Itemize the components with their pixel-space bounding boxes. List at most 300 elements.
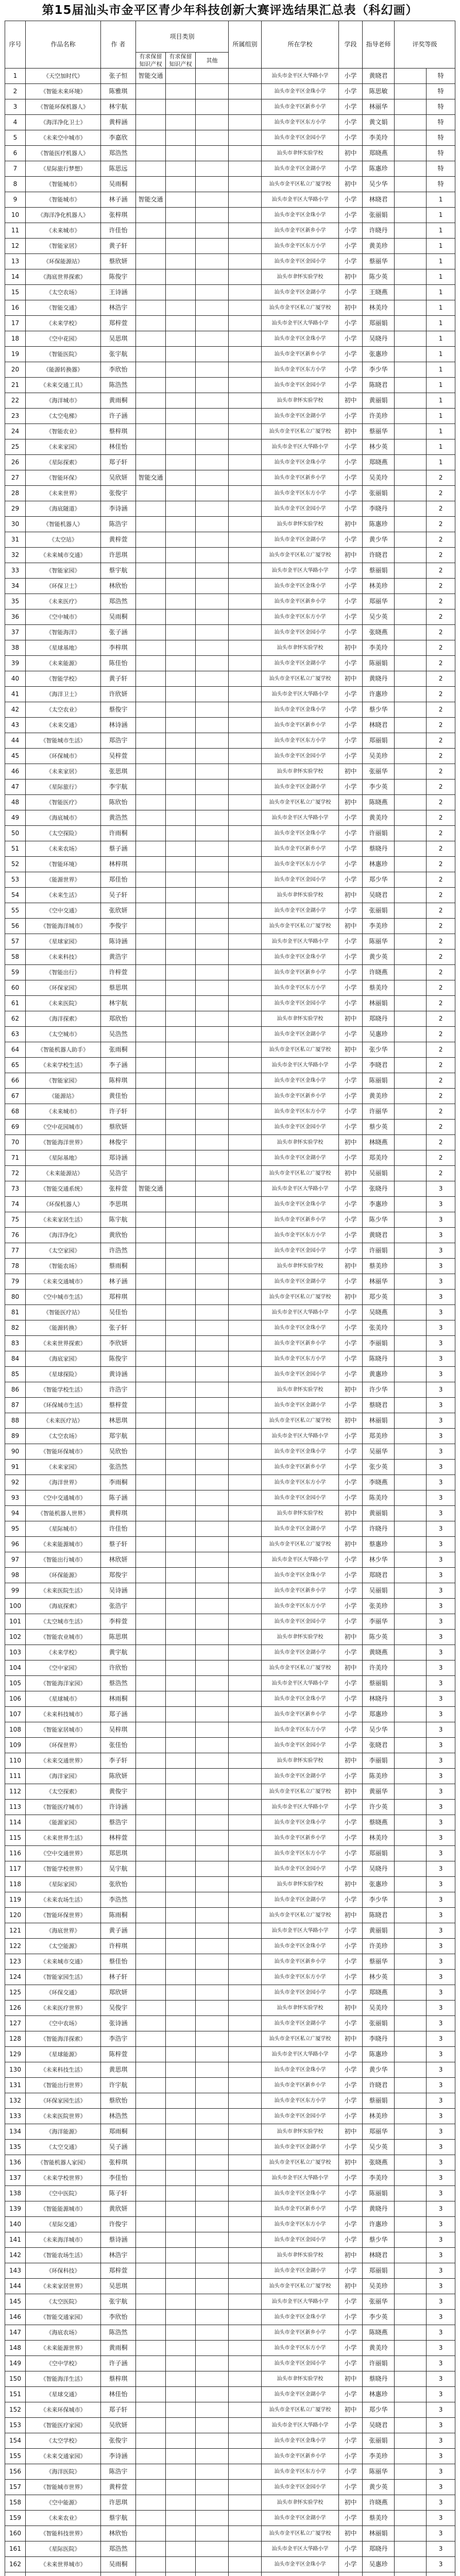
cell-teacher: 李美珍	[363, 2449, 395, 2464]
cell-author: 郑子轩	[101, 455, 136, 470]
cell-school: 汕头市金平区金湖小学	[262, 903, 339, 919]
cell-work-name: 《空中交通世界》	[26, 1846, 101, 1861]
cell-category-1	[136, 161, 166, 177]
cell-teacher: 李美玲	[363, 2171, 395, 2186]
table-row	[5, 300, 455, 316]
cell-category-1	[136, 455, 166, 470]
cell-award: 2	[427, 764, 455, 779]
cell-author: 郑梓萱	[101, 2263, 136, 2279]
cell-category-2	[166, 2433, 196, 2449]
cell-group	[229, 934, 262, 950]
cell-grade: 小学	[339, 2325, 363, 2341]
cell-teacher: 张少华	[363, 1042, 395, 1058]
cell-group	[229, 563, 262, 579]
cell-author: 张宇航	[101, 347, 136, 362]
cell-category-1	[136, 223, 166, 239]
cell-group	[229, 1660, 262, 1676]
cell-author: 陈浩然	[101, 2325, 136, 2341]
cell-work-name: 《太空电梯》	[26, 409, 101, 424]
table-row	[5, 1490, 455, 1506]
cell-award: 3	[427, 1846, 455, 1861]
cell-work-name: 《能源家园》	[26, 1815, 101, 1831]
cell-work-name: 《星际探索》	[26, 455, 101, 470]
cell-work-name: 《未来学校》	[26, 316, 101, 331]
cell-category-1	[136, 2031, 166, 2047]
cell-grade: 小学	[339, 2217, 363, 2232]
cell-group	[229, 393, 262, 409]
cell-award-blank	[395, 980, 427, 996]
cell-award: 2	[427, 1166, 455, 1181]
cell-teacher: 黄美玲	[363, 810, 395, 826]
cell-school: 汕头市金平区私立广厦学校	[262, 1537, 339, 1552]
cell-category-3	[196, 1351, 229, 1367]
cell-award: 特	[427, 177, 455, 192]
cell-school: 汕头市金平区金园小学	[262, 1738, 339, 1753]
cell-author: 黄子轩	[101, 671, 136, 687]
cell-award-blank	[395, 687, 427, 702]
cell-group	[229, 2541, 262, 2557]
cell-category-2	[166, 1923, 196, 1939]
cell-work-name: 《智能医疗城市》	[26, 1800, 101, 1815]
cell-work-name: 《空中学校》	[26, 2356, 101, 2371]
cell-grade: 初中	[339, 2526, 363, 2541]
cell-award: 3	[427, 1460, 455, 1475]
cell-award: 2	[427, 826, 455, 841]
cell-category-1	[136, 1305, 166, 1320]
cell-category-2	[166, 1367, 196, 1382]
cell-group	[229, 1027, 262, 1042]
cell-group	[229, 2109, 262, 2124]
cell-award: 2	[427, 1058, 455, 1073]
cell-author: 陈子涵	[101, 1490, 136, 1506]
cell-category-2	[166, 269, 196, 285]
cell-school: 汕头市金平区金园小学	[262, 378, 339, 393]
cell-group	[229, 1120, 262, 1135]
cell-work-name: 《未来医疗世界》	[26, 2001, 101, 2016]
cell-work-name: 《环保家园》	[26, 980, 101, 996]
cell-group	[229, 439, 262, 455]
cell-award-blank	[395, 146, 427, 161]
cell-school: 汕头市金平区金园小学	[262, 2480, 339, 2495]
cell-work-name: 《太空站》	[26, 532, 101, 548]
table-row	[5, 239, 455, 254]
cell-award: 特	[427, 115, 455, 130]
cell-category-2	[166, 888, 196, 903]
cell-school: 汕头市金平区私立广厦学校	[262, 2526, 339, 2541]
cell-award-blank	[395, 548, 427, 563]
cell-grade: 小学	[339, 1738, 363, 1753]
table-row	[5, 950, 455, 965]
cell-grade	[339, 2572, 363, 2576]
header-category-3: 其他	[196, 53, 229, 69]
cell-teacher: 林丽华	[363, 1274, 395, 1290]
cell-award: 3	[427, 1583, 455, 1599]
cell-school: 汕头市聿怀实验学校	[262, 2248, 339, 2263]
cell-award: 2	[427, 687, 455, 702]
cell-school: 汕头市金平区金湖小学	[262, 656, 339, 671]
cell-work-name: 《未来家园》	[26, 1460, 101, 1475]
cell-category-3	[196, 393, 229, 409]
cell-grade: 小学	[339, 2016, 363, 2031]
cell-work-name: 《星际旅行》	[26, 779, 101, 795]
cell-group	[229, 1011, 262, 1027]
cell-category-2	[166, 223, 196, 239]
cell-school: 汕头市金平区金珠小学	[262, 1320, 339, 1336]
cell-grade: 小学	[339, 1599, 363, 1614]
table-row	[5, 409, 455, 424]
cell-index: 114	[5, 1815, 26, 1831]
cell-grade: 小学	[339, 1552, 363, 1568]
cell-index: 145	[5, 2294, 26, 2310]
cell-award-blank	[395, 1413, 427, 1429]
cell-category-3	[196, 2155, 229, 2171]
cell-author: 吴欣怡	[101, 1444, 136, 1460]
cell-group	[229, 1444, 262, 1460]
cell-category-3	[196, 1104, 229, 1120]
cell-category-1	[136, 1042, 166, 1058]
table-row	[5, 1784, 455, 1800]
cell-award: 特	[427, 130, 455, 146]
cell-group	[229, 1351, 262, 1367]
cell-group	[229, 702, 262, 718]
cell-grade: 小学	[339, 2186, 363, 2201]
cell-author: 张宇航	[101, 2294, 136, 2310]
cell-grade: 小学	[339, 2511, 363, 2526]
cell-award-blank	[395, 2263, 427, 2279]
cell-category-2	[166, 69, 196, 84]
cell-school: 汕头市金平区金珠小学	[262, 826, 339, 841]
cell-teacher: 张少英	[363, 1460, 395, 1475]
cell-work-name: 《未来空中城市》	[26, 130, 101, 146]
cell-school: 汕头市金平区东方小学	[262, 2464, 339, 2480]
cell-category-2	[166, 702, 196, 718]
cell-award-blank	[395, 609, 427, 625]
cell-work-name: 《未来交通世界》	[26, 1753, 101, 1769]
cell-author: 李俊宇	[101, 919, 136, 934]
cell-teacher: 陈晓燕	[363, 2325, 395, 2341]
cell-work-name: 《未来医院生活》	[26, 1583, 101, 1599]
cell-category-3	[196, 872, 229, 888]
cell-grade: 初中	[339, 1166, 363, 1181]
cell-category-2	[166, 1228, 196, 1243]
cell-award: 1	[427, 285, 455, 300]
table-row	[5, 1707, 455, 1722]
cell-category-3	[196, 2062, 229, 2078]
cell-grade: 小学	[339, 1058, 363, 1073]
cell-group	[229, 130, 262, 146]
cell-work-name: 《太空能源》	[26, 1939, 101, 1954]
table-row	[5, 2186, 455, 2201]
cell-teacher: 张美珍	[363, 1599, 395, 1614]
cell-teacher: 李少英	[363, 2310, 395, 2325]
cell-grade: 小学	[339, 980, 363, 996]
cell-teacher: 黄少英	[363, 2480, 395, 2495]
cell-author: 林浩宇	[101, 2248, 136, 2263]
table-row	[5, 1954, 455, 1970]
cell-category-2	[166, 2325, 196, 2341]
cell-category-2	[166, 2093, 196, 2109]
cell-index: 132	[5, 2093, 26, 2109]
cell-grade: 小学	[339, 749, 363, 764]
cell-category-3	[196, 2341, 229, 2356]
cell-group	[229, 1212, 262, 1228]
cell-work-name: 《空中医院》	[26, 2186, 101, 2201]
cell-teacher: 张丽娟	[363, 2016, 395, 2031]
cell-award: 3	[427, 1367, 455, 1382]
cell-school: 汕头市金平区金珠小学	[262, 1073, 339, 1089]
cell-group	[229, 378, 262, 393]
cell-award: 3	[427, 2495, 455, 2511]
table-row	[5, 1212, 455, 1228]
cell-category-1: 智能交通	[136, 192, 166, 208]
cell-category-1	[136, 872, 166, 888]
cell-group	[229, 1939, 262, 1954]
cell-group	[229, 2371, 262, 2387]
cell-category-2	[166, 1521, 196, 1537]
cell-author	[101, 2572, 136, 2576]
cell-category-2	[166, 1475, 196, 1490]
cell-teacher: 张美玲	[363, 1320, 395, 1336]
cell-category-3	[196, 285, 229, 300]
cell-work-name: 《星球城市》	[26, 1691, 101, 1707]
table-row	[5, 625, 455, 640]
cell-group	[229, 1104, 262, 1120]
cell-teacher: 许丽娟	[363, 826, 395, 841]
cell-category-2	[166, 470, 196, 486]
cell-index: 90	[5, 1444, 26, 1460]
table-row	[5, 1243, 455, 1259]
cell-work-name: 《能源转换器》	[26, 362, 101, 378]
cell-category-1	[136, 1197, 166, 1212]
cell-author: 李雨桐	[101, 1475, 136, 1490]
cell-award-blank	[395, 1073, 427, 1089]
cell-teacher: 郑美珍	[363, 1429, 395, 1444]
cell-category-1	[136, 1212, 166, 1228]
cell-index: 11	[5, 223, 26, 239]
cell-author: 许俊宇	[101, 2217, 136, 2232]
cell-group	[229, 2387, 262, 2402]
cell-index: 154	[5, 2433, 26, 2449]
cell-award-blank	[395, 1630, 427, 1645]
cell-index: 110	[5, 1753, 26, 1769]
cell-category-2	[166, 1243, 196, 1259]
cell-school: 汕头市金平区金湖小学	[262, 1274, 339, 1290]
cell-award: 3	[427, 2541, 455, 2557]
cell-work-name: 《星际家园》	[26, 1877, 101, 1892]
cell-teacher: 陈晓丹	[363, 1351, 395, 1367]
cell-award-blank	[395, 439, 427, 455]
cell-group	[229, 1800, 262, 1815]
cell-teacher: 郑晓燕	[363, 455, 395, 470]
cell-category-1	[136, 2341, 166, 2356]
cell-category-2	[166, 1073, 196, 1089]
cell-award-blank	[395, 2201, 427, 2217]
cell-category-3	[196, 2140, 229, 2155]
cell-author: 陈子轩	[101, 2186, 136, 2201]
cell-award-blank	[395, 1676, 427, 1691]
cell-teacher: 李晓君	[363, 1058, 395, 1073]
cell-index: 93	[5, 1490, 26, 1506]
cell-award: 3	[427, 1800, 455, 1815]
cell-school: 汕头市金平区新乡小学	[262, 223, 339, 239]
cell-grade: 小学	[339, 2093, 363, 2109]
cell-award-blank	[395, 2495, 427, 2511]
cell-category-3	[196, 826, 229, 841]
page-title: 第15届汕头市金平区青少年科技创新大赛评选结果汇总表（科幻画）	[42, 4, 418, 17]
cell-school: 汕头市金平区新乡小学	[262, 965, 339, 980]
cell-award-blank	[395, 1274, 427, 1290]
cell-author: 郑梓萱	[101, 316, 136, 331]
cell-index: 72	[5, 1166, 26, 1181]
cell-category-1	[136, 1120, 166, 1135]
table-row	[5, 1150, 455, 1166]
cell-index: 71	[5, 1150, 26, 1166]
table-row	[5, 2109, 455, 2124]
cell-index: 29	[5, 501, 26, 517]
cell-category-1	[136, 254, 166, 269]
cell-author: 郑子轩	[101, 2402, 136, 2418]
cell-grade: 初中	[339, 424, 363, 439]
cell-group	[229, 1259, 262, 1274]
cell-group	[229, 1073, 262, 1089]
cell-teacher: 李少华	[363, 362, 395, 378]
cell-award: 1	[427, 254, 455, 269]
cell-index: 42	[5, 702, 26, 718]
cell-award: 1	[427, 362, 455, 378]
cell-work-name: 《智能机器人世界》	[26, 1506, 101, 1521]
cell-grade: 初中	[339, 888, 363, 903]
cell-category-2	[166, 548, 196, 563]
cell-category-2	[166, 594, 196, 609]
cell-school	[262, 2572, 339, 2576]
cell-school: 汕头市聿怀实验学校	[262, 640, 339, 656]
cell-teacher: 吴美珍	[363, 2279, 395, 2294]
table-row	[5, 1351, 455, 1367]
cell-index: 158	[5, 2495, 26, 2511]
cell-category-3	[196, 2248, 229, 2263]
cell-category-3	[196, 625, 229, 640]
cell-index: 89	[5, 1429, 26, 1444]
cell-award-blank	[395, 1831, 427, 1846]
cell-award-blank	[395, 779, 427, 795]
cell-author: 林宇航	[101, 996, 136, 1011]
cell-award-blank	[395, 1769, 427, 1784]
cell-school: 汕头市金平区东方小学	[262, 1722, 339, 1738]
cell-grade: 小学	[339, 347, 363, 362]
cell-award-blank	[395, 2356, 427, 2371]
cell-category-3	[196, 1599, 229, 1614]
cell-school: 汕头市金平区金珠小学	[262, 455, 339, 470]
cell-group	[229, 2402, 262, 2418]
cell-category-1	[136, 1274, 166, 1290]
cell-award: 2	[427, 965, 455, 980]
cell-grade: 初中	[339, 1290, 363, 1305]
cell-teacher: 李丽娟	[363, 1753, 395, 1769]
cell-category-3	[196, 1120, 229, 1135]
cell-work-name: 《环保城市生活》	[26, 1398, 101, 1413]
cell-category-3	[196, 1660, 229, 1676]
cell-grade: 小学	[339, 1583, 363, 1599]
cell-award-blank	[395, 1707, 427, 1722]
cell-school: 汕头市金平区私立广厦学校	[262, 300, 339, 316]
cell-school: 汕头市金平区私立广厦学校	[262, 2155, 339, 2171]
cell-index: 95	[5, 1521, 26, 1537]
cell-grade: 小学	[339, 1691, 363, 1707]
cell-category-2	[166, 486, 196, 501]
cell-author: 许梓萱	[101, 965, 136, 980]
cell-school: 汕头市金平区大华路小学	[262, 316, 339, 331]
cell-author: 林雨桐	[101, 1691, 136, 1707]
cell-school: 汕头市金平区金珠小学	[262, 950, 339, 965]
table-row	[5, 1475, 455, 1490]
cell-award-blank	[395, 99, 427, 115]
cell-index: 23	[5, 409, 26, 424]
cell-award-blank	[395, 749, 427, 764]
cell-author: 黄梓琪	[101, 1506, 136, 1521]
cell-grade: 小学	[339, 1243, 363, 1259]
cell-author: 蔡宇航	[101, 2511, 136, 2526]
cell-category-1	[136, 2171, 166, 2186]
cell-award: 2	[427, 609, 455, 625]
cell-award-blank	[395, 625, 427, 640]
cell-author: 郑思琪	[101, 1846, 136, 1861]
cell-category-2	[166, 1831, 196, 1846]
cell-category-3	[196, 2541, 229, 2557]
cell-school: 汕头市金平区金湖小学	[262, 532, 339, 548]
cell-grade: 初中	[339, 517, 363, 532]
cell-category-3	[196, 2557, 229, 2572]
cell-category-2	[166, 1181, 196, 1197]
cell-work-name: 《未来交通城市》	[26, 1274, 101, 1290]
cell-category-1	[136, 1243, 166, 1259]
cell-grade: 初中	[339, 1660, 363, 1676]
cell-category-1	[136, 517, 166, 532]
cell-index: 113	[5, 1800, 26, 1815]
cell-group	[229, 2093, 262, 2109]
cell-teacher: 陈晓君	[363, 378, 395, 393]
cell-category-2	[166, 1861, 196, 1877]
cell-category-1	[136, 1429, 166, 1444]
cell-award: 3	[427, 1320, 455, 1336]
cell-group	[229, 2294, 262, 2310]
cell-school: 汕头市金平区新乡小学	[262, 841, 339, 857]
cell-grade: 小学	[339, 2171, 363, 2186]
cell-work-name: 《未来科技》	[26, 950, 101, 965]
cell-grade: 小学	[339, 718, 363, 733]
cell-award: 3	[427, 2201, 455, 2217]
cell-group	[229, 1429, 262, 1444]
cell-category-2	[166, 2062, 196, 2078]
cell-school: 汕头市金平区东方小学	[262, 1351, 339, 1367]
cell-category-2	[166, 1351, 196, 1367]
table-row	[5, 857, 455, 872]
cell-category-2	[166, 625, 196, 640]
cell-award-blank	[395, 1150, 427, 1166]
cell-author: 陈欣妍	[101, 1769, 136, 1784]
table-row	[5, 69, 455, 84]
cell-author: 郑欣妍	[101, 1985, 136, 2001]
table-row	[5, 1460, 455, 1475]
cell-work-name: 《海底城市》	[26, 810, 101, 826]
cell-school: 汕头市金平区新乡小学	[262, 1460, 339, 1475]
cell-grade: 小学	[339, 1831, 363, 1846]
cell-teacher: 林美玲	[363, 1831, 395, 1846]
cell-group	[229, 2526, 262, 2541]
cell-grade: 小学	[339, 1027, 363, 1042]
cell-category-1	[136, 640, 166, 656]
cell-category-2	[166, 1212, 196, 1228]
cell-teacher: 许惠珍	[363, 2217, 395, 2232]
